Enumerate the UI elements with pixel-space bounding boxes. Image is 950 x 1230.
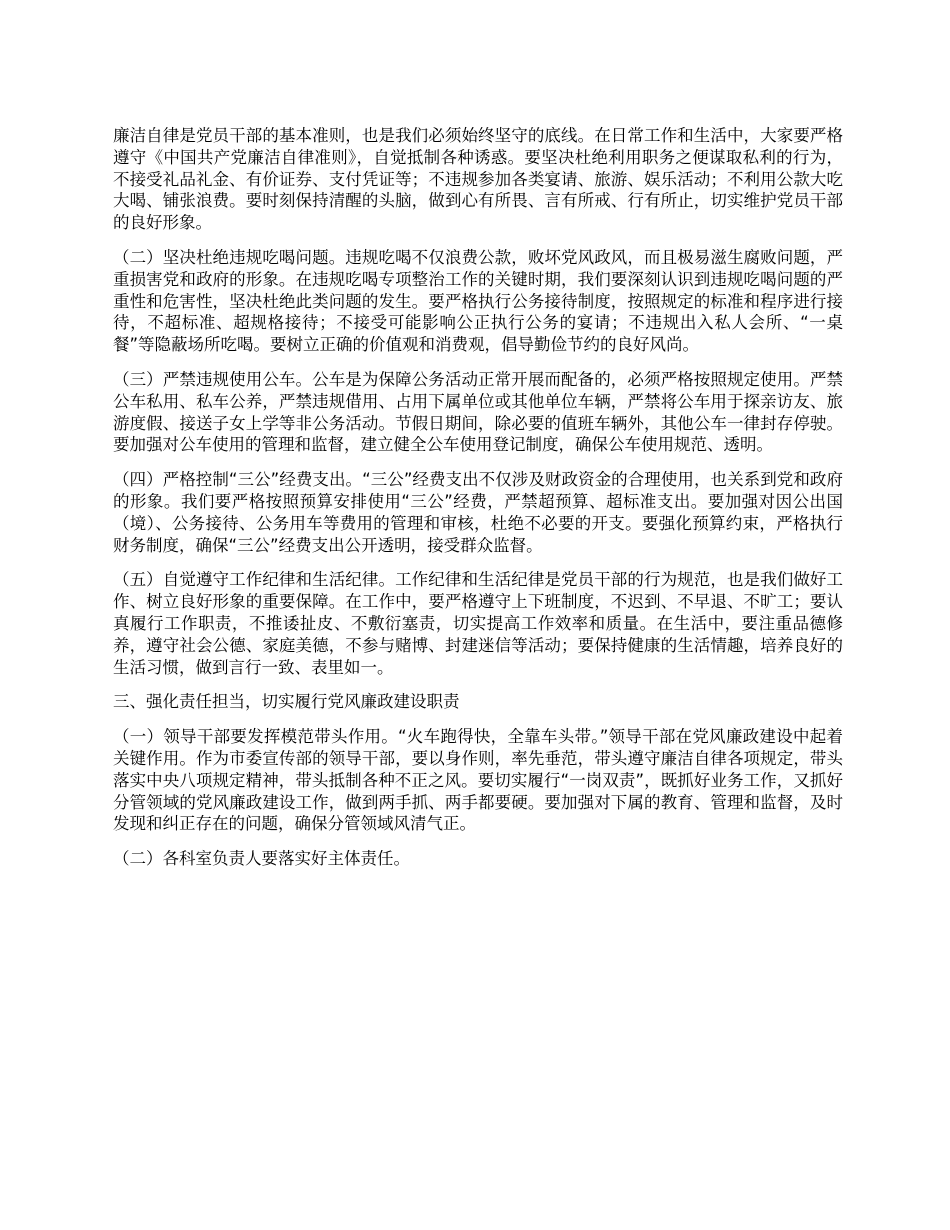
paragraph-banquet-ban: （二）坚决杜绝违规吃喝问题。违规吃喝不仅浪费公款，败坏党风政风，而且极易滋生腐败问题，严重损害党和政府的形象。在违规吃喝专项整治工作的关键时期，我们要深刻认识到违规吃喝问题的严重性和危害性，坚决杜绝此类问题的发生。要严格执行公务接待制度，按照规定的标准和程序进行接待，不超标准、超规格接待；不接受可能影响公正执行公务的宴请；不违规出入私人会所、“一桌餐”等隐蔽场所吃喝。要树立正确的价值观和消费观，倡导勤俭节约的良好风尚。 [113,247,843,355]
paragraph-three-public-expenses: （四）严格控制“三公”经费支出。“三公”经费支出不仅涉及财政资金的合理使用，也关系到党和政府的形象。我们要严格按照预算安排使用“三公”经费，严禁超预算、超标准支出。要加强对因公出国（境）、公务接待、公务用车等费用的管理和审核，杜绝不必要的开支。要强化预算约束，严格执行财务制度，确保“三公”经费支出公开透明，接受群众监督。 [113,470,843,555]
paragraph-leader-example: （一）领导干部要发挥模范带头作用。“火车跑得快，全靠车头带。”领导干部在党风廉政建设中起着关键作用。作为市委宣传部的领导干部，要以身作则，率先垂范，带头遵守廉洁自律各项规定，带头落实中央八项规定精神，带头抵制各种不正之风。要切实履行“一岗双责”，既抓好业务工作，又抓好分管领域的党风廉政建设工作，做到两手抓、两手都要硬。要加强对下属的教育、管理和监督，及时发现和纠正存在的问题，确保分管领域风清气正。 [113,727,843,834]
paragraph-official-car-ban: （三）严禁违规使用公车。公车是为保障公务活动正常开展而配备的，必须严格按照规定使用。严禁公车私用、私车公养，严禁违规借用、占用下属单位或其他单位车辆，严禁将公车用于探亲访友、旅游度假、接送子女上学等非公务活动。节假日期间，除必要的值班车辆外，其他公车一律封存停驶。要加强对公车使用的管理和监督，建立健全公车使用登记制度，确保公车使用规范、透明。 [113,369,843,455]
paragraph-integrity-self-discipline: 廉洁自律是党员干部的基本准则，也是我们必须始终坚守的底线。在日常工作和生活中，大家要严格遵守《中国共产党廉洁自律准则》，自觉抵制各种诱惑。要坚决杜绝利用职务之便谋取私利的行为，不接受礼品礼金、有价证券、支付凭证等；不违规参加各类宴请、旅游、娱乐活动；不利用公款大吃大喝、铺张浪费。要时刻保持清醒的头脑，做到心有所畏、言有所戒、行有所止，切实维护党员干部的良好形象。 [113,126,843,233]
section-heading-responsibility: 三、强化责任担当，切实履行党风廉政建设职责 [113,692,460,712]
paragraph-work-life-discipline: （五）自觉遵守工作纪律和生活纪律。工作纪律和生活纪律是党员干部的行为规范，也是我们做好工作、树立良好形象的重要保障。在工作中，要严格遵守上下班制度，不迟到、不早退、不旷工；要认真履行工作职责，不推诿扯皮、不敷衍塞责，切实提高工作效率和质量。在生活中，要注重品德修养，遵守社会公德、家庭美德，不参与赌博、封建迷信等活动；要保持健康的生活情趣，培养良好的生活习惯，做到言行一致、表里如一。 [113,570,843,677]
document-body [113,125,843,883]
paragraph-section-heads-responsibility: （二）各科室负责人要落实好主体责任。 [113,849,410,869]
